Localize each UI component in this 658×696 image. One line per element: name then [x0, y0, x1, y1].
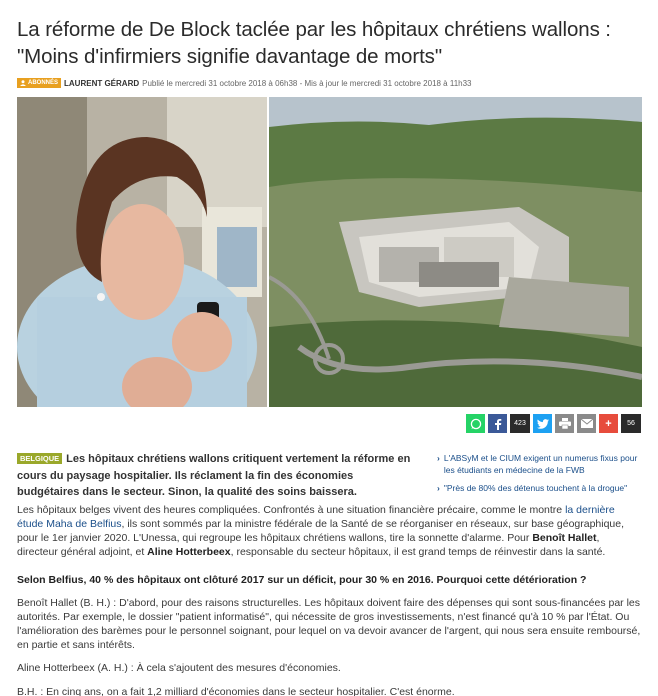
- related-link-text[interactable]: L'ABSyM et le CIUM exigent un numerus fixus pour les étudiants en médecine de la FWB: [443, 453, 638, 475]
- related-link[interactable]: [437, 452, 642, 476]
- related-link-text[interactable]: "Près de 80% des détenus touchent à la drogue": [443, 483, 628, 493]
- facebook-icon: [494, 418, 502, 430]
- whatsapp-icon: [470, 418, 482, 430]
- person-name: Aline Hotterbeex: [147, 546, 231, 558]
- author-name[interactable]: LAURENT GÉRARD: [64, 78, 140, 88]
- related-links: [437, 452, 642, 500]
- category-tag[interactable]: BELGIQUE: [17, 453, 62, 464]
- subscriber-badge-label: ABONNÉS: [28, 80, 59, 86]
- article-title: La réforme de De Block taclée par les hôpitaux chrétiens wallons : "Moins d'infirmiers signifie davantage de morts": [17, 18, 611, 68]
- more-share-count: 56: [621, 414, 641, 433]
- article-meta: [17, 77, 472, 89]
- twitter-share-button[interactable]: [533, 414, 552, 433]
- body-text: Les hôpitaux belges vivent des heures compliquées. Confrontés à une situation financière précaire, comme le montre: [17, 504, 566, 516]
- lead-text: Les hôpitaux chrétiens wallons critiquent vertement la réforme en cours du paysage hospitalier. Ils réclament la fin des économies budgétaires dans le secteur. Sinon, la qualité des soins baissera.: [17, 453, 411, 498]
- related-link[interactable]: [437, 482, 642, 494]
- twitter-icon: [537, 419, 549, 429]
- whatsapp-share-button[interactable]: [466, 414, 485, 433]
- subscriber-badge: [17, 78, 61, 88]
- print-button[interactable]: [555, 414, 574, 433]
- mail-share-button[interactable]: [577, 414, 596, 433]
- body-paragraph: [17, 503, 642, 559]
- body-text: , directeur général adjoint, et: [17, 532, 600, 558]
- facebook-share-count: 423: [510, 414, 530, 433]
- belfius-study-link[interactable]: la dernière étude Maha de Belfius: [17, 504, 615, 530]
- share-bar: [466, 414, 641, 433]
- chevron-right-icon: ›: [437, 453, 440, 463]
- portrait-illustration: [17, 97, 267, 407]
- interview-answer: Aline Hotterbeex (A. H.) : À cela s'ajoutent des mesures d'économies.: [17, 662, 341, 674]
- interview-question: Selon Belfius, 40 % des hôpitaux ont clôturé 2017 sur un déficit, pour 30 % en 2016. Pourquoi cette détérioration ?: [17, 574, 587, 586]
- mail-icon: [581, 419, 593, 428]
- interview-answer: Benoît Hallet (B. H.) : D'abord, pour des raisons structurelles. Les hôpitaux doivent faire des dépenses qui sont sous-financées par les autorités. Par exemple, le dossier "patient informatisé", qui nécessite de gros investissements, n'est financé qu'à 10 % par l'État. Ou l'amélioration des barèmes pour le personnel soignant, pour lequel on va devoir avancer de l'argent, qui nous sera ensuite remboursé, en partie et sans intérêts.: [17, 597, 641, 651]
- interview-answer: B.H. : En cinq ans, on a fait 1,2 milliard d'économies dans le secteur hospitalier. C'est énorme.: [17, 686, 455, 696]
- body-text: , ils sont sommés par la ministre fédérale de la Santé de se réorganiser en réseaux, sur base géographique, pour le 1er janvier 2020. L'Unessa, qui regroupe les hôpitaux chrétiens wallons, tire la sonnette d'alarme. Pour: [17, 518, 625, 544]
- article-lead: [17, 451, 412, 501]
- aerial-illustration: [269, 97, 642, 407]
- hospital-aerial-photo: [269, 97, 642, 407]
- minister-photo: [17, 97, 267, 407]
- body-text: , responsable du secteur hôpitaux, il est grand temps de réinvestir dans la santé.: [230, 546, 606, 558]
- chevron-right-icon: ›: [437, 483, 440, 493]
- more-share-button[interactable]: +: [599, 414, 618, 433]
- print-icon: [559, 418, 571, 429]
- user-icon: [20, 80, 26, 86]
- person-name: Benoît Hallet: [532, 532, 597, 544]
- publish-date: Publié le mercredi 31 octobre 2018 à 06h38 - Mis à jour le mercredi 31 octobre 2018 à 11h33: [142, 78, 472, 88]
- facebook-share-button[interactable]: [488, 414, 507, 433]
